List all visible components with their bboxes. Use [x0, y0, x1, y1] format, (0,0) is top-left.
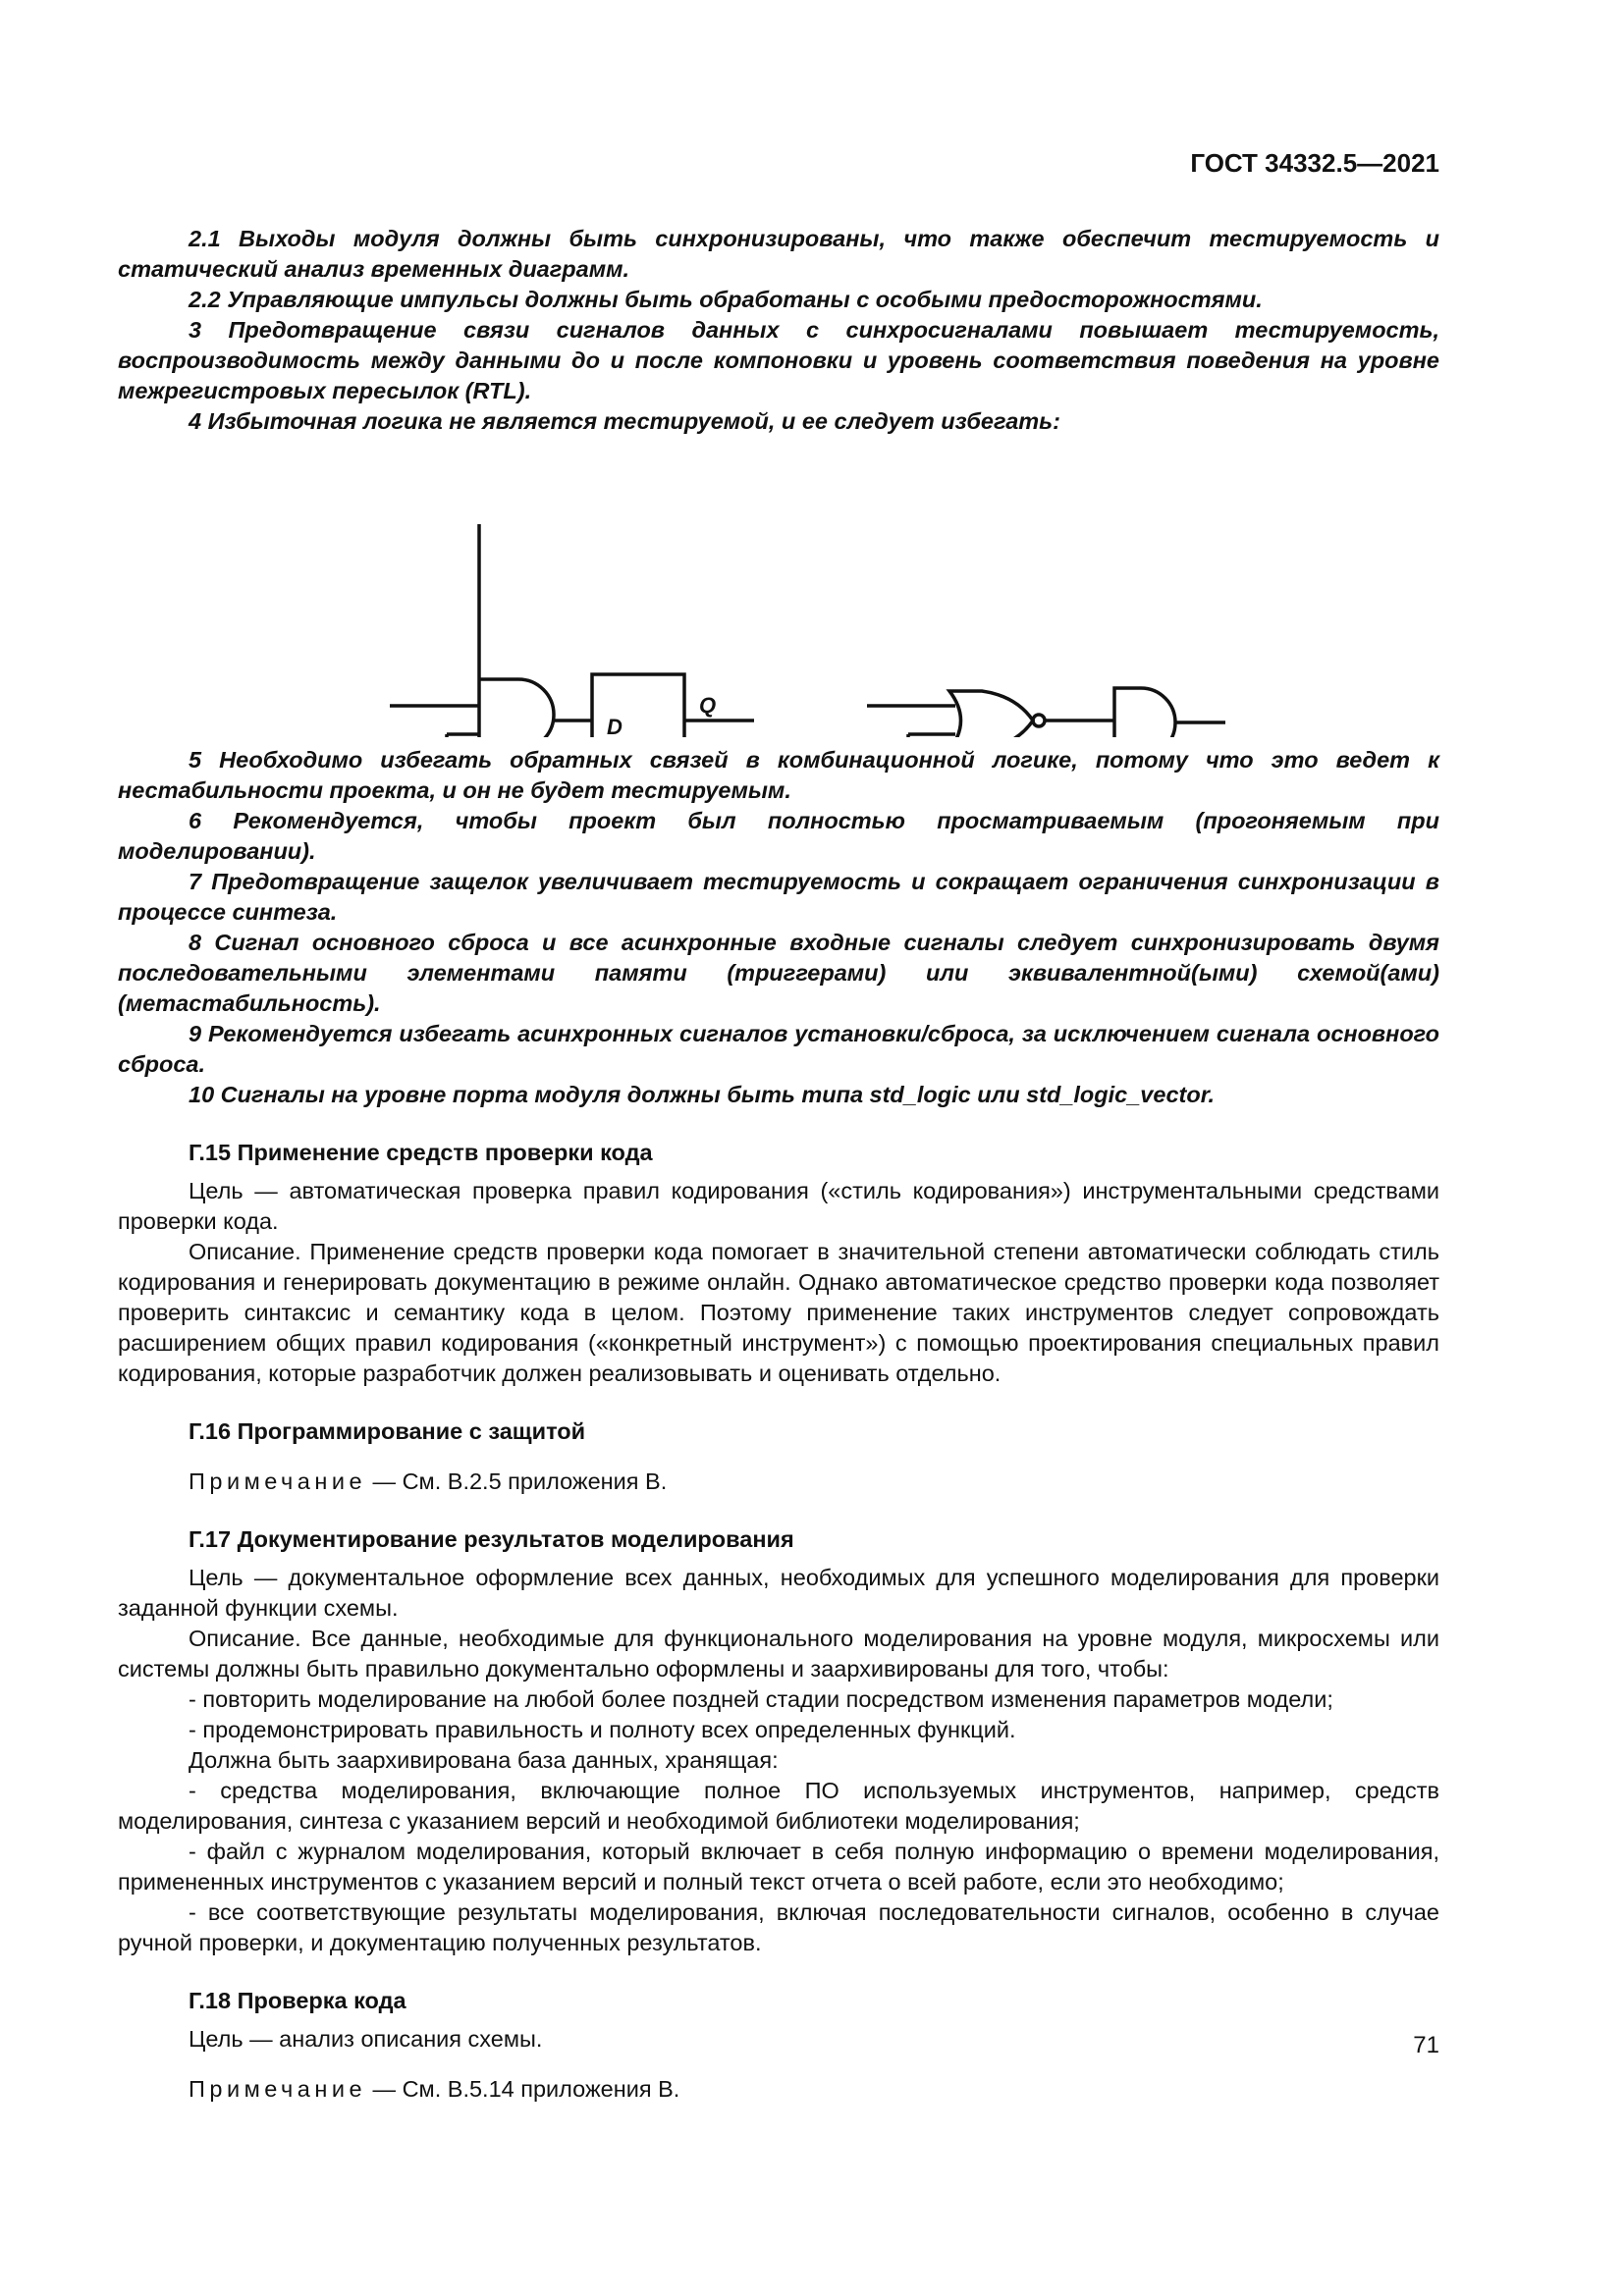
g17-description: Описание. Все данные, необходимые для функционального моделирования на уровне модуля, микросхемы или системы должны быть правильно документально оформлены и заархивированы для того, чтобы: — [118, 1626, 1439, 1682]
logic-diagram — [118, 443, 1439, 737]
g17-goal: Цель — документальное оформление всех данных, необходимых для успешного моделирования для проверки заданной функции схемы. — [118, 1565, 1439, 1621]
and-gate-symbol — [479, 524, 554, 737]
item-3: 3 Предотвращение связи сигналов данных с синхросигналами повышает тестируемость, воспроизводимость между данными до и после компоновки и уровень соответствия поведения на уровне межрегистровых пересылок (RTL). — [118, 317, 1439, 403]
g17-list-item: - продемонстрировать правильность и полноту всех определенных функций. — [189, 1717, 1016, 1742]
page-content — [118, 224, 1439, 2105]
label-q: Q — [699, 693, 717, 718]
logic-figure — [118, 443, 1439, 737]
g15-goal: Цель — автоматическая проверка правил кодирования («стиль кодирования») инструментальными средствами проверки кода. — [118, 1178, 1439, 1234]
section-g15-title: Г.15 Применение средств проверки кода — [189, 1140, 653, 1165]
g17-archive-intro: Должна быть заархивирована база данных, хранящая: — [189, 1747, 779, 1773]
g16-note — [118, 1467, 1439, 1497]
g18-goal: Цель — анализ описания схемы. — [189, 2026, 543, 2052]
item-4: 4 Избыточная логика не является тестируемой, и ее следует избегать: — [189, 408, 1060, 434]
g15-description: Описание. Применение средств проверки кода помогает в значительной степени автоматически соблюдать стиль кодирования и генерировать документацию в режиме онлайн. Однако автоматическое средство проверки кода позволяет проверить синтаксис и семантику кода в целом. Поэтому применение таких инструментов следует сопровождать расширением общих правил кодирования («конкретный инструмент») с помощью проектирования специальных правил кодирования, которые разработчик должен реализовывать и оценивать отдельно. — [118, 1239, 1439, 1386]
section-g18-title: Г.18 Проверка кода — [189, 1988, 406, 2013]
g17-list-item: - все соответствующие результаты моделирования, включая последовательности сигналов, особенно в случае ручной проверки, и документацию полученных результатов. — [118, 1899, 1439, 1955]
and-gate-2-symbol — [1114, 688, 1175, 737]
item-2-1: 2.1 Выходы модуля должны быть синхронизированы, что также обеспечит тестируемость и статический анализ временных диаграмм. — [118, 226, 1439, 282]
item-8: 8 Сигнал основного сброса и все асинхронные входные сигналы следует синхронизировать двумя последовательными элементами памяти (триггерами) или эквивалентной(ыми) схемой(ами) (метастабильность). — [118, 930, 1439, 1016]
data-clock-coupling-circuit — [375, 524, 754, 737]
note-text: — См. В.5.14 приложения В. — [366, 2076, 680, 2102]
note-label: Примечание — [189, 1468, 367, 1494]
note-text: — См. В.2.5 приложения В. — [366, 1468, 668, 1494]
item-10: 10 Сигналы на уровне порта модуля должны быть типа std_logic или std_logic_vector. — [189, 1082, 1216, 1107]
nor-gate-symbol — [949, 691, 1033, 737]
item-9: 9 Рекомендуется избегать асинхронных сигналов установки/сброса, за исключением сигнала основного сброса. — [118, 1021, 1439, 1077]
g17-list-item: - повторить моделирование на любой более поздней стадии посредством изменения параметров модели; — [189, 1686, 1333, 1712]
g18-note — [118, 2074, 1439, 2105]
item-2-2: 2.2 Управляющие импульсы должны быть обработаны с особыми предосторожностями. — [189, 287, 1263, 312]
standard-header: ГОСТ 34332.5—2021 — [1190, 148, 1439, 178]
section-g16-title: Г.16 Программирование с защитой — [189, 1418, 586, 1444]
item-6: 6 Рекомендуется, чтобы проект был полностью просматриваемым (прогоняемым при моделировании). — [118, 808, 1439, 864]
page-number: 71 — [1413, 2032, 1439, 2058]
section-g17-title: Г.17 Документирование результатов моделирования — [189, 1526, 794, 1552]
g17-list-item: - средства моделирования, включающие полное ПО используемых инструментов, например, средств моделирования, синтеза с указанием версий и необходимой библиотеки моделирования; — [118, 1778, 1439, 1834]
label-d: D — [607, 715, 623, 737]
item-5: 5 Необходимо избегать обратных связей в комбинационной логике, потому что это ведет к нестабильности проекта, и он не будет тестируемым. — [118, 747, 1439, 803]
note-label: Примечание — [189, 2076, 367, 2102]
item-7: 7 Предотвращение защелок увеличивает тестируемость и сокращает ограничения синхронизации в процессе синтеза. — [118, 869, 1439, 925]
redundant-logic-circuit — [867, 688, 1225, 737]
g17-list-item: - файл с журналом моделирования, который включает в себя полную информацию о времени моделирования, примененных инструментов с указанием версий и полный текст отчета о всей работе, если это необходимо; — [118, 1839, 1439, 1895]
